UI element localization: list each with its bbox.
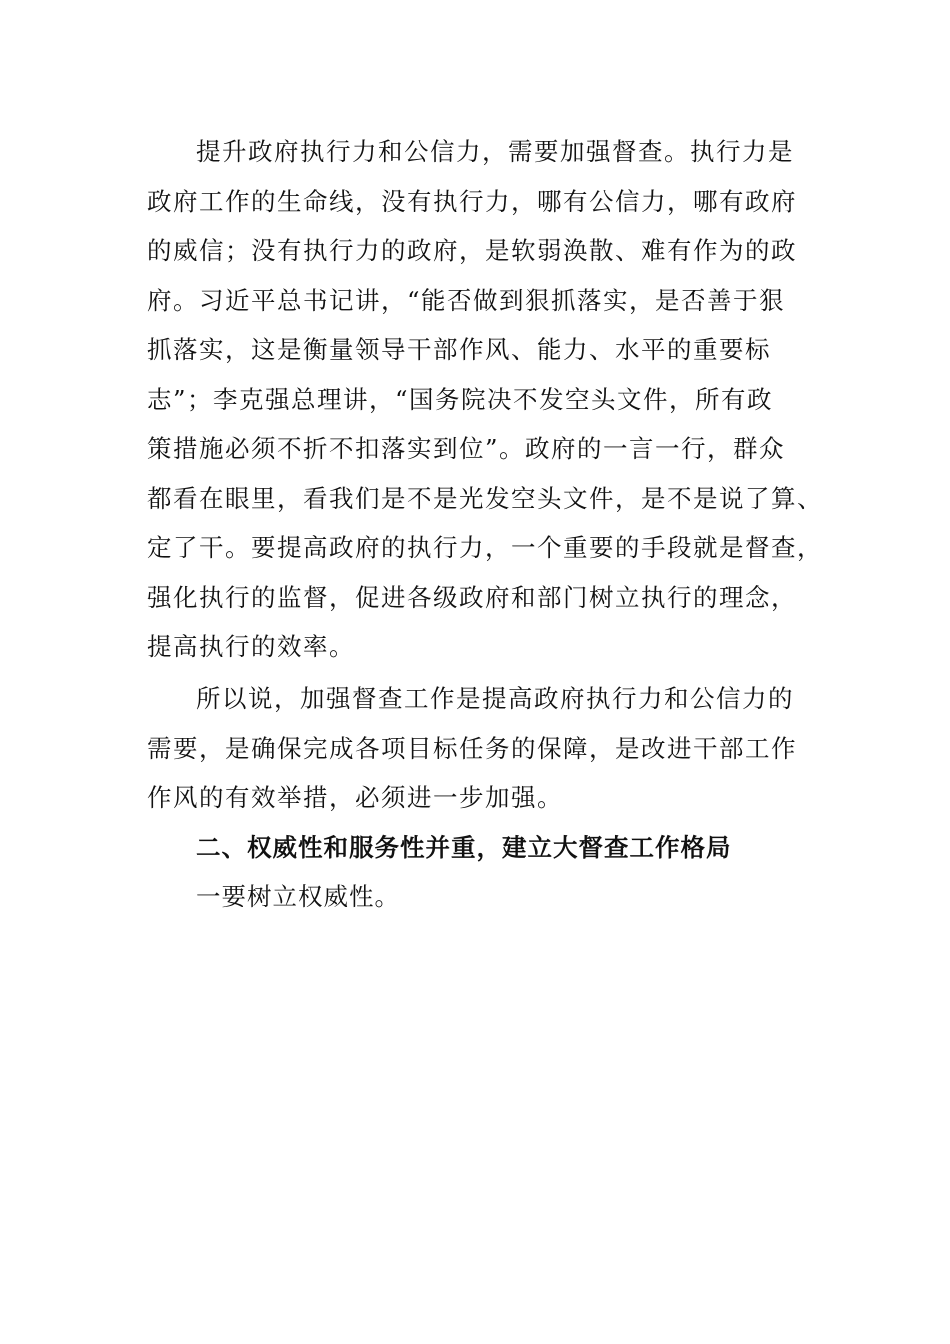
paragraph-line: 抓落实，这是衡量领导干部作风、能力、水平的重要标	[147, 335, 771, 364]
paragraph-line: 提高执行的效率。	[147, 632, 355, 661]
paragraph-2	[147, 674, 807, 823]
paragraph-line: 志”；李克强总理讲，“国务院决不发空头文件，所有政	[147, 384, 774, 414]
paragraph-line: 的威信；没有执行力的政府，是软弱涣散、难有作为的政	[147, 236, 797, 265]
paragraph-line: 需要，是确保完成各项目标任务的保障，是改进干部工作	[147, 733, 797, 763]
paragraph-line: 所以说，加强督查工作是提高政府执行力和公信力的	[196, 684, 794, 713]
paragraph-line: 都看在眼里，看我们是不是光发空头文件，是不是说了算、	[147, 483, 823, 513]
paragraph-line: 策措施必须不折不扣落实到位”。政府的一言一行，群众	[147, 434, 786, 463]
sub-point: 一要树立权威性。	[196, 882, 400, 911]
paragraph-line: 强化执行的监督，促进各级政府和部门树立执行的理念，	[147, 582, 797, 612]
paragraph-line: 作风的有效举措，必须进一步加强。	[147, 783, 563, 812]
paragraph-line: 府。习近平总书记讲，“能否做到狠抓落实，是否善于狠	[147, 285, 786, 315]
paragraph-line: 定了干。要提高政府的执行力，一个重要的手段就是督查，	[147, 533, 823, 562]
paragraph-line: 政府工作的生命线，没有执行力，哪有公信力，哪有政府	[147, 186, 797, 216]
paragraph-line: 提升政府执行力和公信力，需要加强督查。执行力是	[196, 137, 794, 166]
section-heading: 二、权威性和服务性并重，建立大督查工作格局	[196, 833, 732, 862]
paragraph-1	[147, 127, 823, 672]
section-heading-block	[147, 823, 807, 873]
sub-point-block	[147, 872, 807, 922]
